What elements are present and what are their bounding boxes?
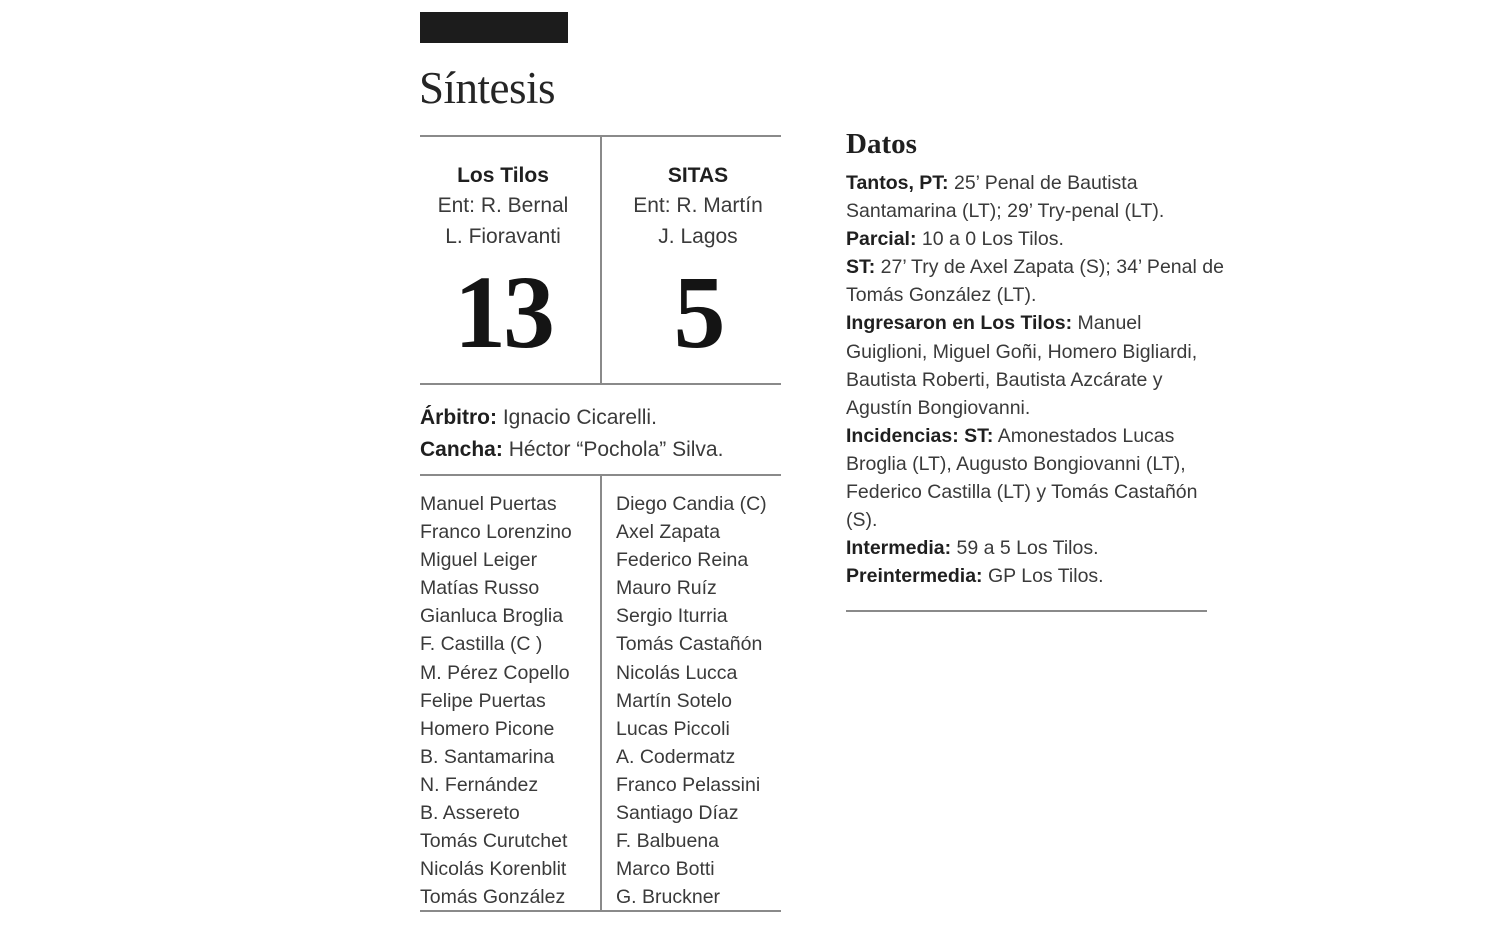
- player-name: Homero Picone: [420, 717, 555, 740]
- player-name: Tomás González: [420, 886, 566, 909]
- officials: [420, 402, 723, 466]
- player-name: Mauro Ruíz: [616, 577, 717, 600]
- player-name: Nicolás Lucca: [616, 661, 738, 684]
- roster-los-tilos: [420, 490, 572, 911]
- datos-item: [846, 169, 1226, 225]
- player-name: Santiago Díaz: [616, 802, 739, 825]
- team-name: Los Tilos: [457, 164, 549, 187]
- player-name: N. Fernández: [420, 773, 539, 796]
- player-name: Sergio Iturria: [616, 605, 728, 628]
- divider: [846, 610, 1207, 612]
- player-name: M. Pérez Copello: [420, 661, 570, 684]
- datos-label: Tantos, PT:: [846, 172, 949, 194]
- player-name: B. Assereto: [420, 802, 520, 825]
- field-label: Cancha:: [420, 438, 503, 461]
- player-name: Tomás Curutchet: [420, 830, 568, 853]
- datos-item: [846, 534, 1226, 562]
- player-name: Federico Reina: [616, 549, 749, 572]
- team-sitas: [608, 162, 788, 370]
- team-name: SITAS: [667, 164, 729, 187]
- player-name: Lucas Piccoli: [616, 717, 730, 740]
- coach-line: Ent: R. Bernal: [437, 194, 569, 217]
- datos-text: 27’ Try de Axel Zapata (S); 34’ Penal de Tomás González (LT).: [846, 256, 1224, 307]
- datos-label: Ingresaron en Los Tilos:: [846, 312, 1073, 335]
- datos-label: Preintermedia:: [846, 565, 983, 588]
- datos-label: ST:: [846, 256, 876, 279]
- player-name: Franco Pelassini: [616, 773, 761, 796]
- datos-heading: Datos: [846, 128, 917, 160]
- divider: [420, 383, 781, 385]
- coach-line: Ent: R. Martín: [633, 194, 763, 217]
- datos-text: 10 a 0 Los Tilos.: [916, 228, 1064, 251]
- datos-text: Amonestados Lucas Broglia (LT), Augusto Bongiovanni (LT), Federico Castilla (LT) y Tomás Castañón (S).: [846, 424, 1198, 532]
- referee-name: Ignacio Cicarelli.: [497, 406, 657, 429]
- datos-text: GP Los Tilos.: [982, 565, 1104, 588]
- player-name: Matías Russo: [420, 577, 540, 600]
- datos-text: Manuel Guiglioni, Miguel Goñi, Homero Bigliardi, Bautista Roberti, Bautista Azcárate y Agustín Bongiovanni.: [846, 312, 1198, 419]
- coach-line: J. Lagos: [658, 225, 738, 248]
- field-line: [420, 434, 723, 466]
- datos-label: Incidencias: ST:: [846, 424, 994, 447]
- player-name: B. Santamarina: [420, 745, 555, 768]
- player-name: Manuel Puertas: [420, 493, 557, 515]
- roster-sitas: [616, 490, 767, 911]
- header-bar: [420, 12, 568, 43]
- datos-body: [846, 169, 1226, 590]
- field-name: Héctor “Pochola” Silva.: [502, 438, 724, 461]
- player-name: Axel Zapata: [616, 521, 721, 544]
- team-score: 5: [673, 255, 723, 370]
- player-name: Gianluca Broglia: [420, 605, 564, 628]
- player-name: Tomás Castañón: [616, 633, 763, 656]
- datos-item: [846, 225, 1226, 253]
- player-name: Martín Sotelo: [616, 689, 732, 712]
- divider: [600, 136, 602, 384]
- player-name: A. Codermatz: [616, 745, 736, 768]
- team-los-tilos: [413, 162, 593, 370]
- referee-line: [420, 402, 723, 434]
- datos-item: [846, 309, 1226, 421]
- player-name: F. Castilla (C ): [420, 633, 543, 656]
- referee-label: Árbitro:: [420, 406, 497, 429]
- player-name: F. Balbuena: [616, 830, 719, 853]
- datos-text: 25’ Penal de Bautista Santamarina (LT); 29’ Try-penal (LT).: [846, 172, 1165, 223]
- datos-item: [846, 422, 1226, 534]
- player-name: Miguel Leiger: [420, 549, 538, 572]
- team-score: 13: [454, 255, 552, 370]
- player-name: G. Bruckner: [616, 886, 721, 909]
- datos-label: Parcial:: [846, 228, 917, 251]
- datos-item: [846, 562, 1226, 590]
- player-name: Marco Botti: [616, 858, 715, 881]
- player-name: Nicolás Korenblit: [420, 858, 567, 881]
- datos-text: 59 a 5 Los Tilos.: [951, 537, 1099, 560]
- page-title: Síntesis: [419, 63, 556, 113]
- datos-item: [846, 253, 1226, 309]
- datos-label: Intermedia:: [846, 537, 952, 560]
- coach-line: L. Fioravanti: [445, 225, 561, 248]
- player-name: Franco Lorenzino: [420, 521, 572, 544]
- divider: [600, 476, 602, 912]
- player-name: Felipe Puertas: [420, 689, 546, 712]
- player-name: Diego Candia (C): [616, 493, 767, 515]
